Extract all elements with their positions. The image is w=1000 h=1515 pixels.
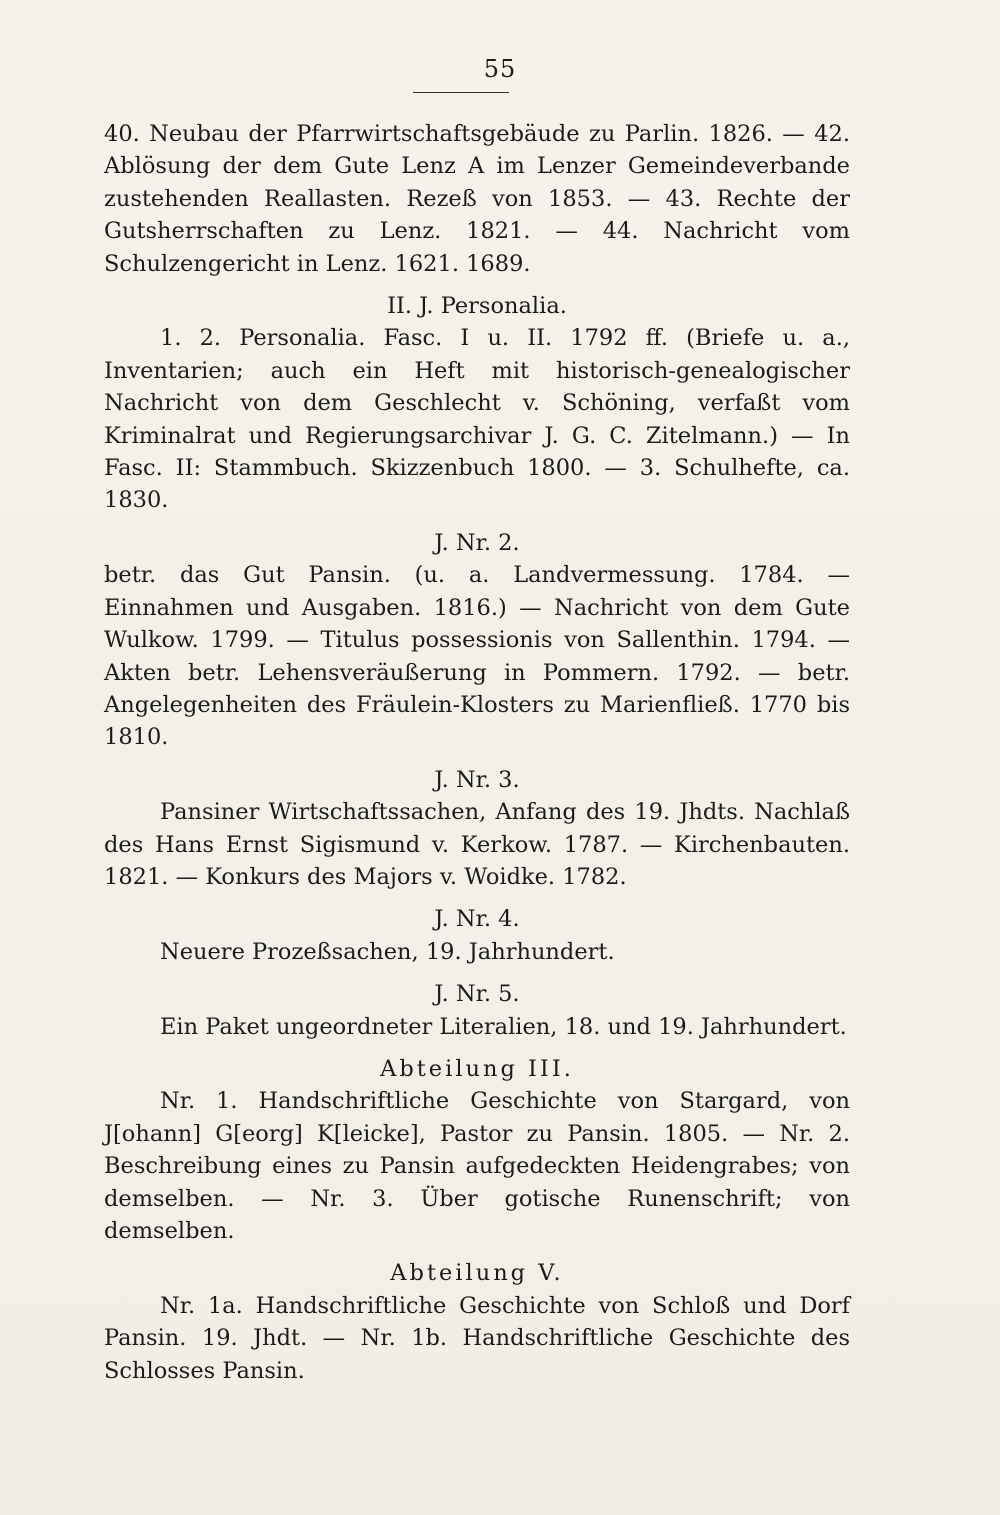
paragraph-gut-lenz: 40. Neubau der Pfarrwirtschaftsgebäude zu Parlin. 1826. — 42. Ablösung der dem Gute Lenz A im Lenzer Gemeindeverbande zustehenden Reallasten. Rezeß von 1853. — 43. Rechte der Gutsherrschaften zu Lenz. 1821. — 44. Nachricht vom Schulzengericht in Lenz. 1621. 1689. bbox=[104, 121, 850, 277]
page-number-rule bbox=[413, 92, 509, 93]
paragraph-nr-5: Ein Paket ungeordneter Literalien, 18. und 19. Jahrhundert. bbox=[160, 1013, 847, 1040]
document-body bbox=[104, 118, 850, 1387]
paragraph-personalia: 1. 2. Personalia. Fasc. I u. II. 1792 ff. (Briefe u. a., Inventarien; auch ein Heft mit historisch-genealogischer Nachricht von dem Geschlecht v. Schöning, verfaßt vom Kriminalrat und Regierungsarchivar J. G. C. Zitelmann.) — In Fasc. II: Stammbuch. Skizzenbuch 1800. — 3. Schulhefte, ca. 1830. bbox=[104, 325, 850, 514]
paragraph-nr-3: Pansiner Wirtschaftssachen, Anfang des 19. Jhdts. Nachlaß des Hans Ernst Sigismund v. Kerkow. 1787. — Kirchenbauten. 1821. — Konkurs des Majors v. Woidke. 1782. bbox=[104, 799, 850, 890]
paragraph-nr-4: Neuere Prozeßsachen, 19. Jahrhundert. bbox=[160, 938, 615, 965]
heading-personalia: II. J. Personalia. bbox=[387, 293, 567, 320]
heading-abteilung-v: Abteilung V. bbox=[390, 1260, 564, 1287]
heading-nr-5: J. Nr. 5. bbox=[434, 981, 520, 1008]
heading-abteilung-iii: Abteilung III. bbox=[380, 1055, 574, 1082]
paragraph-abteilung-v: Nr. 1a. Handschriftliche Geschichte von Schloß und Dorf Pansin. 19. Jhdt. — Nr. 1b. Handschriftliche Geschichte des Schlosses Pansin. bbox=[104, 1292, 850, 1384]
heading-nr-2: J. Nr. 2. bbox=[434, 529, 520, 556]
heading-nr-3: J. Nr. 3. bbox=[434, 766, 520, 793]
paragraph-abteilung-iii: Nr. 1. Handschriftliche Geschichte von Stargard, von J[ohann] G[eorg] K[leicke], Pastor zu Pansin. 1805. — Nr. 2. Beschreibung eines zu Pansin aufgedeckten Heidengrabes; von demselben. — Nr. 3. Über gotische Runenschrift; von demselben. bbox=[104, 1088, 850, 1244]
page-number: 55 bbox=[483, 55, 517, 83]
paragraph-nr-2: betr. das Gut Pansin. (u. a. Landvermessung. 1784. — Einnahmen und Ausgaben. 1816.) — Nachricht von dem Gute Wulkow. 1799. — Titulus possessionis von Sallenthin. 1794. — Akten betr. Lehensveräußerung in Pommern. 1792. — betr. Angelegenheiten des Fräulein-Klosters zu Marienfließ. 1770 bis 1810. bbox=[104, 562, 850, 751]
heading-nr-4: J. Nr. 4. bbox=[434, 906, 520, 933]
